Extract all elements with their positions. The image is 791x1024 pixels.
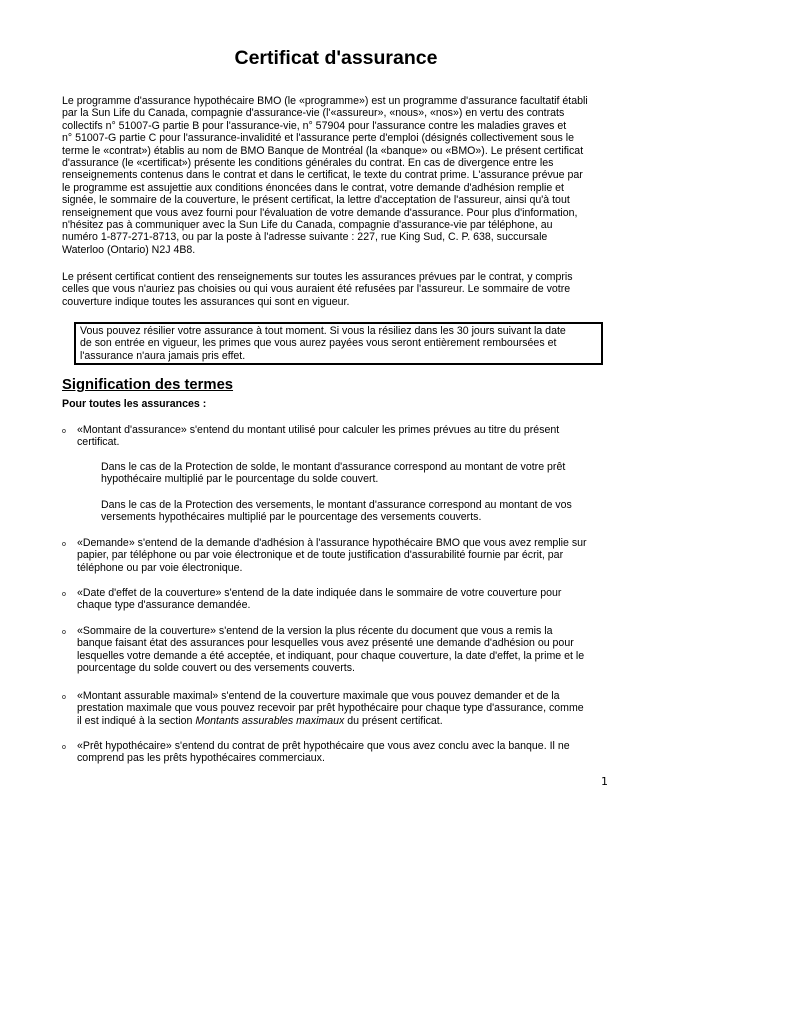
intro-line: signée, le sommaire de la couverture, le présent certificat, la lettre d'acceptation de l'assureur, ainsi qu'à tout <box>62 194 570 207</box>
definition-line: «Montant assurable maximal» s'entend de la couverture maximale que vous pouvez demander et de la <box>77 690 560 702</box>
intro-paragraph <box>62 95 610 256</box>
intro-line: collectifs n° 51007-G partie B pour l'assurance-vie, n° 57904 pour l'assurance contre les maladies graves et <box>62 119 567 132</box>
sub-definition-line: versements hypothécaires multiplié par le pourcentage des versements couverts. <box>101 511 482 524</box>
bullet-icon: o <box>62 744 66 751</box>
contents-line: celles que vous n'auriez pas choisies ou qui vous auraient été refusées par l'assureur. Le sommaire de votre <box>62 283 571 296</box>
notice-line: de son entrée en vigueur, les primes que vous aurez payées vous seront entièrement remboursées et <box>80 337 557 350</box>
section-reference-link-text: Montants assurables maximaux <box>195 714 345 727</box>
document-title: Certificat d'assurance <box>234 47 438 69</box>
section-title: Signification des termes <box>62 377 234 393</box>
definition-text <box>77 740 605 765</box>
sub-definition-line: Dans le cas de la Protection des versements, le montant d'assurance correspond au montant de vos <box>101 499 572 511</box>
intro-line: le programme est assujettie aux conditions énoncées dans le contrat, votre demande d'adhésion remplie et <box>62 181 564 194</box>
sub-definition-line: Dans le cas de la Protection de solde, le montant d'assurance correspond au montant de votre prêt <box>101 461 566 473</box>
definition-line: lesquelles votre demande a été acceptée, et indiquant, pour chaque couverture, la date d'effet, la prime et le <box>77 649 585 662</box>
definition-line: «Montant d'assurance» s'entend du montant utilisé pour calculer les primes prévues au titre du présent <box>77 424 560 436</box>
intro-line: par la Sun Life du Canada, compagnie d'assurance-vie (l'«assureur», «nous», «nos») en vertu des contrats <box>62 107 565 120</box>
definition-line: «Demande» s'entend de la demande d'adhésion à l'assurance hypothécaire BMO que vous avez remplie sur <box>77 537 587 549</box>
definition-line: comprend pas les prêts hypothécaires commerciaux. <box>77 752 325 765</box>
bullet-icon: o <box>62 629 66 636</box>
definition-line: «Prêt hypothécaire» s'entend du contrat de prêt hypothécaire que vous avez conclu avec la banque. Il ne <box>77 740 570 752</box>
contents-line: Le présent certificat contient des renseignements sur toutes les assurances prévues par le contrat, y compris <box>62 271 573 283</box>
definition-line: téléphone ou par voie électronique. <box>77 561 243 574</box>
sub-definition <box>101 461 606 486</box>
definition-line: prestation maximale que vous pouvez recevoir par prêt hypothécaire pour chaque type d'assurance, comme <box>77 702 584 715</box>
contents-paragraph <box>62 271 610 308</box>
intro-line: Waterloo (Ontario) N2J 4B8. <box>62 243 196 256</box>
sub-definition <box>101 499 606 524</box>
definition-line-text: il est indiqué à la section <box>77 714 196 727</box>
sub-definition-line: hypothécaire multiplié par le pourcentage du solde couvert. <box>101 473 379 486</box>
bullet-icon: o <box>62 541 66 548</box>
definition-line: pourcentage du solde couvert ou des versements couverts. <box>77 662 355 675</box>
page-number: 1 <box>601 775 608 788</box>
notice-line: Vous pouvez résilier votre assurance à tout moment. Si vous la résiliez dans les 30 jours suivant la date <box>80 325 566 337</box>
cancellation-notice-box <box>74 322 603 365</box>
bullet-icon: o <box>62 591 66 598</box>
bullet-icon: o <box>62 694 66 701</box>
definition-text <box>77 424 605 449</box>
definition-line-text: du présent certificat. <box>344 714 443 727</box>
intro-line: n'hésitez pas à communiquer avec la Sun Life du Canada, compagnie d'assurance-vie par téléphone, au <box>62 219 553 232</box>
definition-text <box>77 537 605 574</box>
bullet-icon: o <box>62 428 66 435</box>
intro-line: n° 51007-G partie C pour l'assurance-invalidité et l'assurance perte d'emploi (désignés collectivement sous le <box>62 132 575 145</box>
definition-line: «Date d'effet de la couverture» s'entend de la date indiquée dans le sommaire de votre couverture pour <box>77 587 562 599</box>
subheading: Pour toutes les assurances : <box>62 398 207 410</box>
intro-line: terme le «contrat») établis au nom de BMO Banque de Montréal (la «banque» ou «BMO»). Le présent certificat <box>62 144 584 157</box>
definition-text <box>77 690 605 727</box>
definition-line: «Sommaire de la couverture» s'entend de la version la plus récente du document que vous a remis la <box>77 625 553 637</box>
intro-line: renseignement que vous avez fourni pour l'évaluation de votre demande d'assurance. Pour plus d'information, <box>62 206 578 219</box>
definition-line: certificat. <box>77 436 120 449</box>
definition-line: papier, par téléphone ou par voie électronique et de toute justification d'assurabilité fournie par écrit, par <box>77 549 564 562</box>
contents-line: couverture indique toutes les assurances qui sont en vigueur. <box>62 295 350 308</box>
definition-line: chaque type d'assurance demandée. <box>77 599 251 612</box>
notice-line: l'assurance n'aura jamais pris effet. <box>80 349 246 362</box>
definition-line: banque faisant état des assurances pour lesquelles vous avez présenté une demande d'adhésion ou pour <box>77 637 574 650</box>
definition-text <box>77 625 605 675</box>
definition-text <box>77 587 605 612</box>
intro-line: numéro 1-877-271-8713, ou par la poste à l'adresse suivante : 227, rue King Sud, C. P. 638, succursale <box>62 231 548 244</box>
intro-line: d'assurance (le «certificat») présente les conditions générales du contrat. En cas de divergence entre les <box>62 157 554 170</box>
intro-line: renseignements contenus dans le contrat et dans le certificat, le texte du contrat prime. L'assurance prévue par <box>62 169 583 182</box>
definition-line <box>77 715 605 727</box>
intro-line: Le programme d'assurance hypothécaire BMO (le «programme») est un programme d'assurance facultatif établi <box>62 95 588 107</box>
